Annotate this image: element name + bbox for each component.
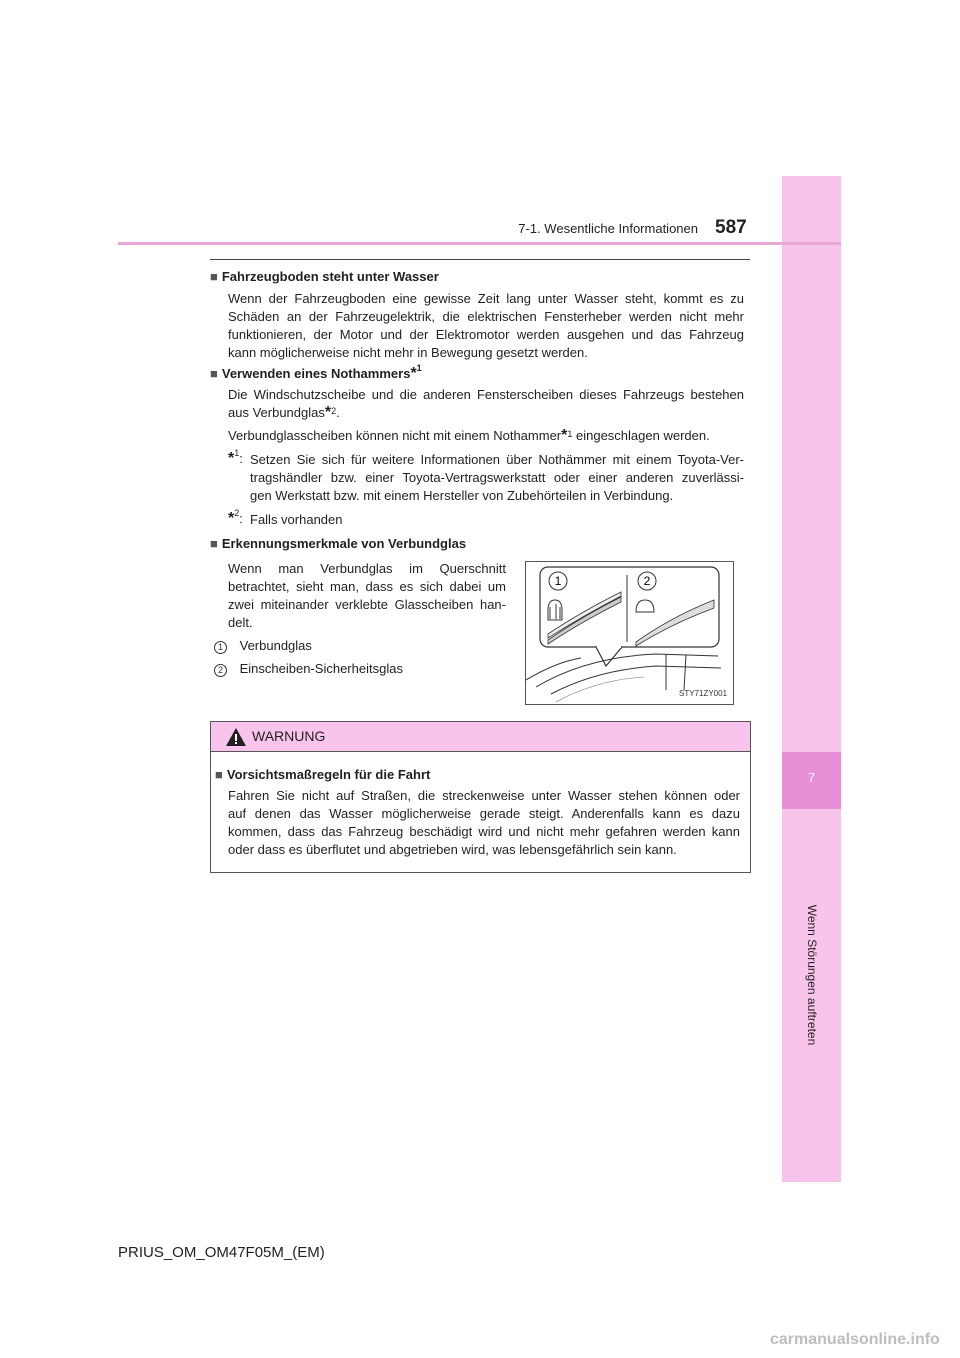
site-watermark: carmanualsonline.info — [770, 1331, 940, 1348]
chapter-title: Wenn Störungen auftreten — [805, 904, 819, 1046]
svg-text:1: 1 — [554, 574, 562, 588]
laminated-glass-figure — [525, 561, 734, 705]
paragraph-hammer-2: Verbundglasscheiben können nicht mit einem Nothammer*$^1$ eingeschlagen werden. — [228, 427, 710, 444]
svg-text:2: 2 — [643, 574, 651, 588]
figure-code: STY71ZY001 — [679, 689, 728, 698]
footnote-2-marker: *$^2$: — [228, 508, 243, 527]
section-title: 7-1. Wesentliche Informationen — [518, 221, 698, 236]
warning-triangle-icon — [225, 727, 247, 747]
document-code: PRIUS_OM_OM47F05M_(EM) — [118, 1244, 325, 1261]
footnote-star-icon: * — [228, 510, 235, 527]
square-bullet-icon: ■ — [210, 366, 218, 381]
paragraph-hammer: Die Windschutzscheibe und die anderen Fensterscheiben dieses Fahrzeugs bestehen aus Verbundglas*$^2$. — [228, 387, 744, 421]
chapter-number: 7 — [807, 770, 816, 785]
footnote-star-icon: * — [324, 404, 332, 421]
heading-laminated: ■ Erkennungsmerkmale von Verbundglas — [210, 536, 467, 551]
page-number: 587 — [715, 217, 747, 238]
footnote-1-text: Setzen Sie sich für weitere Informationen über Nothämmer mit einem Toyota-Ver- tragshändler bzw. einer Toyota-Vertragswerkstatt oder einer anderen zuverlässi- gen Werkstatt bzw. mit einem Hersteller von Zubehörteilen in Verbindung. — [250, 452, 744, 503]
footnote-1-marker: *$^1$: — [228, 448, 243, 467]
footnote-star-icon: * — [228, 450, 235, 467]
glass-cross-section-illustration — [526, 562, 733, 704]
paragraph-laminated: Wenn man Verbundglas im Querschnitt betrachtet, sieht man, dass es sich dabei um zwei miteinander verklebte Glasscheiben han- delt. — [228, 561, 506, 630]
callout-1-icon: 1 — [214, 641, 227, 654]
warning-heading: ■ Vorsichtsmaßregeln für die Fahrt — [215, 767, 431, 782]
heading-floor-water: ■ Fahrzeugboden steht unter Wasser — [210, 269, 439, 284]
footnote-2-text: Falls vorhanden — [250, 512, 343, 527]
paragraph-floor-water: Wenn der Fahrzeugboden eine gewisse Zeit lang unter Wasser steht, kommt es zu Schäden an der Fahrzeugelektrik, die elektrischen Fensterheber werden nicht mehr funktionieren, der Motor und der Elektromotor werden ausgehen und das Fahrzeug kann möglicherweise nicht mehr in Bewegung gesetzt werden. — [228, 291, 744, 360]
header-rule — [118, 242, 841, 245]
callout-2-icon: 2 — [214, 664, 227, 677]
legend-item-2: 2 Einscheiben-Sicherheitsglas — [214, 661, 403, 677]
footnote-star-icon: * — [410, 365, 417, 382]
square-bullet-icon: ■ — [210, 536, 218, 551]
legend-item-1: 1 Verbundglas — [214, 638, 312, 654]
square-bullet-icon: ■ — [210, 269, 218, 284]
content-top-rule — [210, 259, 750, 260]
warning-paragraph: Fahren Sie nicht auf Straßen, die streckenweise unter Wasser stehen können oder auf denen das Wasser möglicherweise gerade steigt. Anderenfalls kann es dazu kommen, dass das Fahrzeug beschädigt wird und nicht mehr gefahren werden kann oder dass es überflutet und abgetrieben wird, was lebensgefährlich sein kann. — [228, 788, 740, 857]
square-bullet-icon: ■ — [215, 767, 223, 782]
warning-title: WARNUNG — [252, 728, 326, 744]
footnote-star-icon: * — [561, 427, 568, 444]
heading-hammer: ■ Verwenden eines Nothammers*$^1$ — [210, 363, 422, 382]
